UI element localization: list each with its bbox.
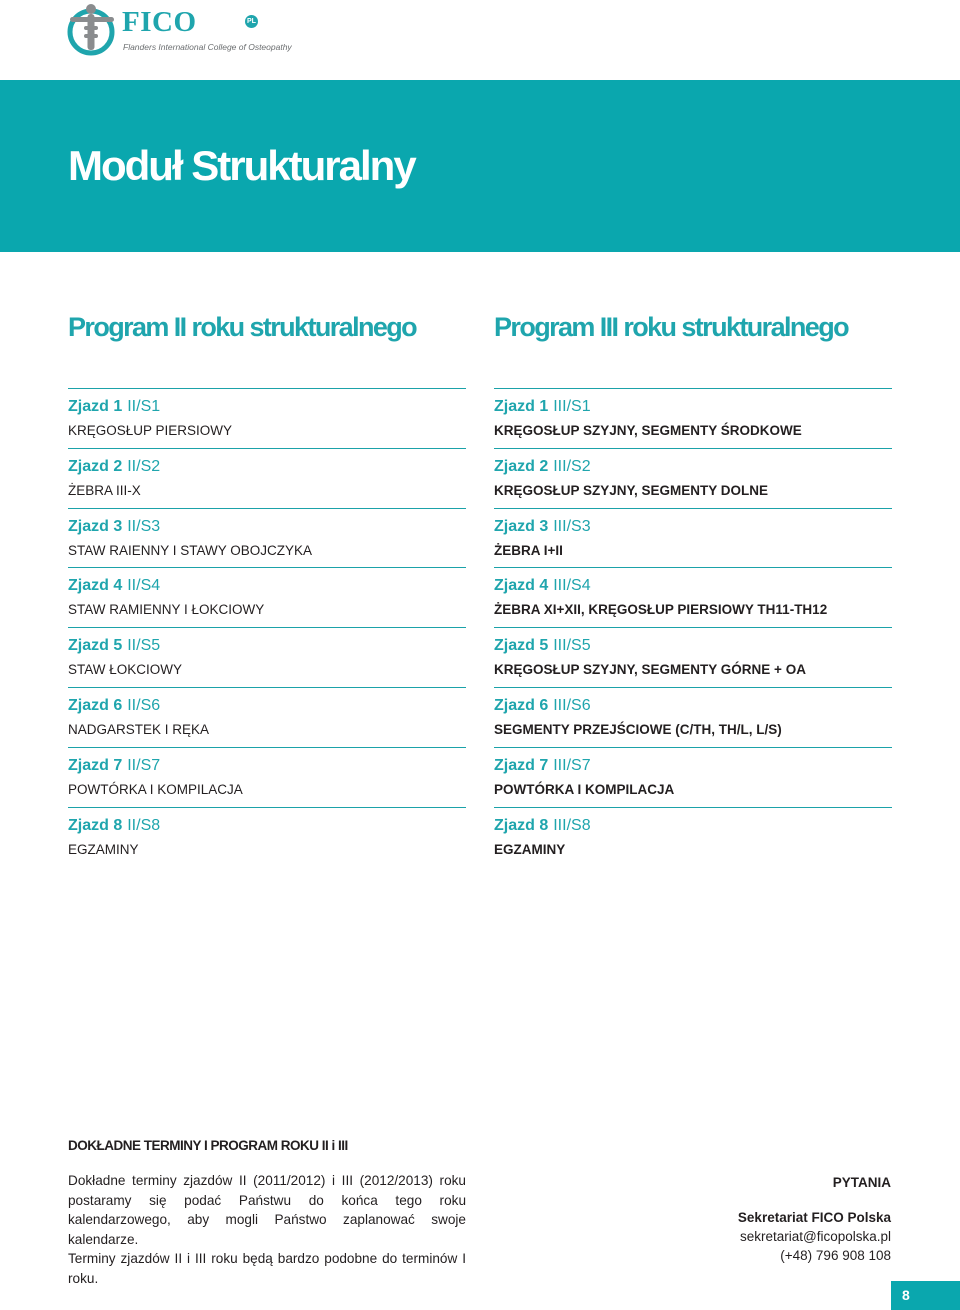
entry-code: III/S5 — [553, 637, 591, 655]
info-paragraph-2: Terminy zjazdów II i III roku będą bardzo podobne do terminów I roku. — [68, 1251, 466, 1286]
program-entry — [68, 627, 466, 687]
program-entry — [494, 388, 892, 448]
program-entry — [494, 627, 892, 687]
entry-code: II/S5 — [127, 637, 161, 655]
entry-label: Zjazd 6 — [494, 696, 549, 714]
entry-heading — [494, 389, 892, 416]
entry-label: Zjazd 4 — [494, 577, 549, 595]
entry-heading — [68, 628, 466, 655]
entry-code: III/S4 — [553, 577, 591, 595]
contact-email[interactable]: sekretariat@ficopolska.pl — [739, 1229, 891, 1244]
entry-topic: STAW RAMIENNY I ŁOKCIOWY — [68, 602, 265, 618]
entry-topic: EGZAMINY — [68, 841, 139, 857]
contact-phone: (+48) 796 908 108 — [780, 1248, 891, 1263]
entry-code: II/S3 — [127, 517, 161, 535]
info-heading: DOKŁADNE TERMINY I PROGRAM ROKU II i III — [68, 1138, 348, 1153]
entry-topic: POWTÓRKA I KOMPILACJA — [494, 781, 675, 797]
entry-code: II/S2 — [127, 457, 161, 475]
entry-topic: ŻEBRA XI+XII, KRĘGOSŁUP PIERSIOWY TH11-TH12 — [494, 602, 828, 618]
entry-label: Zjazd 1 — [68, 398, 123, 415]
entry-topic: ŻEBRA III-X — [68, 482, 141, 498]
entry-topic: SEGMENTY PRZEJŚCIOWE (C/TH, TH/L, L/S) — [494, 721, 782, 737]
entry-code: III/S7 — [553, 756, 591, 774]
entry-label: Zjazd 7 — [68, 756, 123, 774]
entry-label: Zjazd 4 — [68, 577, 123, 595]
entry-label: Zjazd 6 — [68, 696, 123, 714]
entry-topic: STAW RAIENNY I STAWY OBOJCZYKA — [68, 542, 313, 558]
year3-program-list — [494, 388, 892, 866]
fico-logo — [66, 2, 292, 56]
logo-country-badge: PL — [245, 15, 258, 28]
entry-code: III/S2 — [553, 457, 591, 475]
entry-heading — [68, 808, 466, 835]
entry-heading — [68, 748, 466, 775]
entry-heading — [494, 568, 892, 595]
entry-heading — [68, 389, 466, 416]
entry-topic: EGZAMINY — [494, 841, 566, 857]
entry-topic: POWTÓRKA I KOMPILACJA — [68, 781, 243, 797]
entry-topic: KRĘGOSŁUP SZYJNY, SEGMENTY GÓRNE + OA — [494, 662, 806, 678]
entry-label: Zjazd 2 — [494, 457, 549, 475]
entry-code: II/S6 — [127, 696, 161, 714]
program-entry — [68, 508, 466, 568]
entry-topic: KRĘGOSŁUP PIERSIOWY — [68, 423, 233, 438]
entry-code: II/S8 — [127, 816, 161, 834]
title-banner — [0, 80, 960, 252]
entry-heading — [494, 748, 892, 775]
year3-title: Program III roku strukturalnego — [494, 312, 848, 342]
entry-heading — [68, 509, 466, 536]
entry-code: III/S8 — [553, 816, 591, 834]
logo-subtitle: Flanders International College of Osteopathy — [123, 42, 292, 52]
contact-name: Sekretariat FICO Polska — [737, 1210, 891, 1225]
program-entry — [68, 567, 466, 627]
entry-heading — [494, 808, 892, 835]
entry-heading — [68, 449, 466, 476]
contact-heading: PYTANIA — [832, 1175, 891, 1190]
entry-topic: NADGARSTEK I RĘKA — [68, 721, 210, 737]
entry-label: Zjazd 1 — [494, 398, 549, 415]
program-entry — [68, 807, 466, 867]
program-entry — [494, 567, 892, 627]
program-entry — [68, 687, 466, 747]
entry-code: III/S3 — [553, 517, 591, 535]
entry-heading — [494, 628, 892, 655]
entry-label: Zjazd 8 — [68, 816, 123, 834]
entry-heading — [494, 449, 892, 476]
entry-label: Zjazd 7 — [494, 756, 549, 774]
year2-title: Program II roku strukturalnego — [68, 312, 417, 342]
year2-program-list — [68, 388, 466, 866]
program-entry — [68, 747, 466, 807]
program-entry — [494, 747, 892, 807]
entry-label: Zjazd 3 — [68, 517, 123, 535]
program-entry — [494, 448, 892, 508]
info-text — [68, 1171, 466, 1288]
entry-label: Zjazd 5 — [494, 637, 549, 655]
program-entry — [494, 687, 892, 747]
entry-label: Zjazd 3 — [494, 517, 549, 535]
entry-code: III/S1 — [553, 398, 591, 415]
entry-code: II/S4 — [127, 577, 161, 595]
entry-label: Zjazd 5 — [68, 637, 123, 655]
entry-heading — [494, 688, 892, 715]
entry-topic: KRĘGOSŁUP SZYJNY, SEGMENTY DOLNE — [494, 482, 769, 498]
entry-heading — [68, 568, 466, 595]
entry-heading — [494, 509, 892, 536]
entry-label: Zjazd 2 — [68, 457, 123, 475]
entry-topic: KRĘGOSŁUP SZYJNY, SEGMENTY ŚRODKOWE — [494, 423, 802, 438]
entry-topic: STAW ŁOKCIOWY — [68, 662, 183, 678]
entry-label: Zjazd 8 — [494, 816, 549, 834]
program-entry — [494, 508, 892, 568]
page-number: 8 — [891, 1281, 960, 1310]
entry-heading — [68, 688, 466, 715]
logo-name: FICO — [122, 6, 197, 38]
info-paragraph-1: Dokładne terminy zjazdów II (2011/2012) i III (2012/2013) roku postaramy się podać Państwu do końca tego roku kalendarzowego, aby mogli Państwo zaplanować swoje kalendarze. — [68, 1173, 466, 1247]
program-entry — [494, 807, 892, 867]
program-entry — [68, 448, 466, 508]
program-entry — [68, 388, 466, 448]
entry-topic: ŻEBRA I+II — [494, 542, 563, 558]
spine-figure-icon — [66, 2, 118, 56]
entry-code: II/S1 — [127, 398, 161, 415]
page-title: Moduł Strukturalny — [68, 142, 415, 189]
entry-code: III/S6 — [553, 696, 591, 714]
entry-code: II/S7 — [127, 756, 161, 774]
